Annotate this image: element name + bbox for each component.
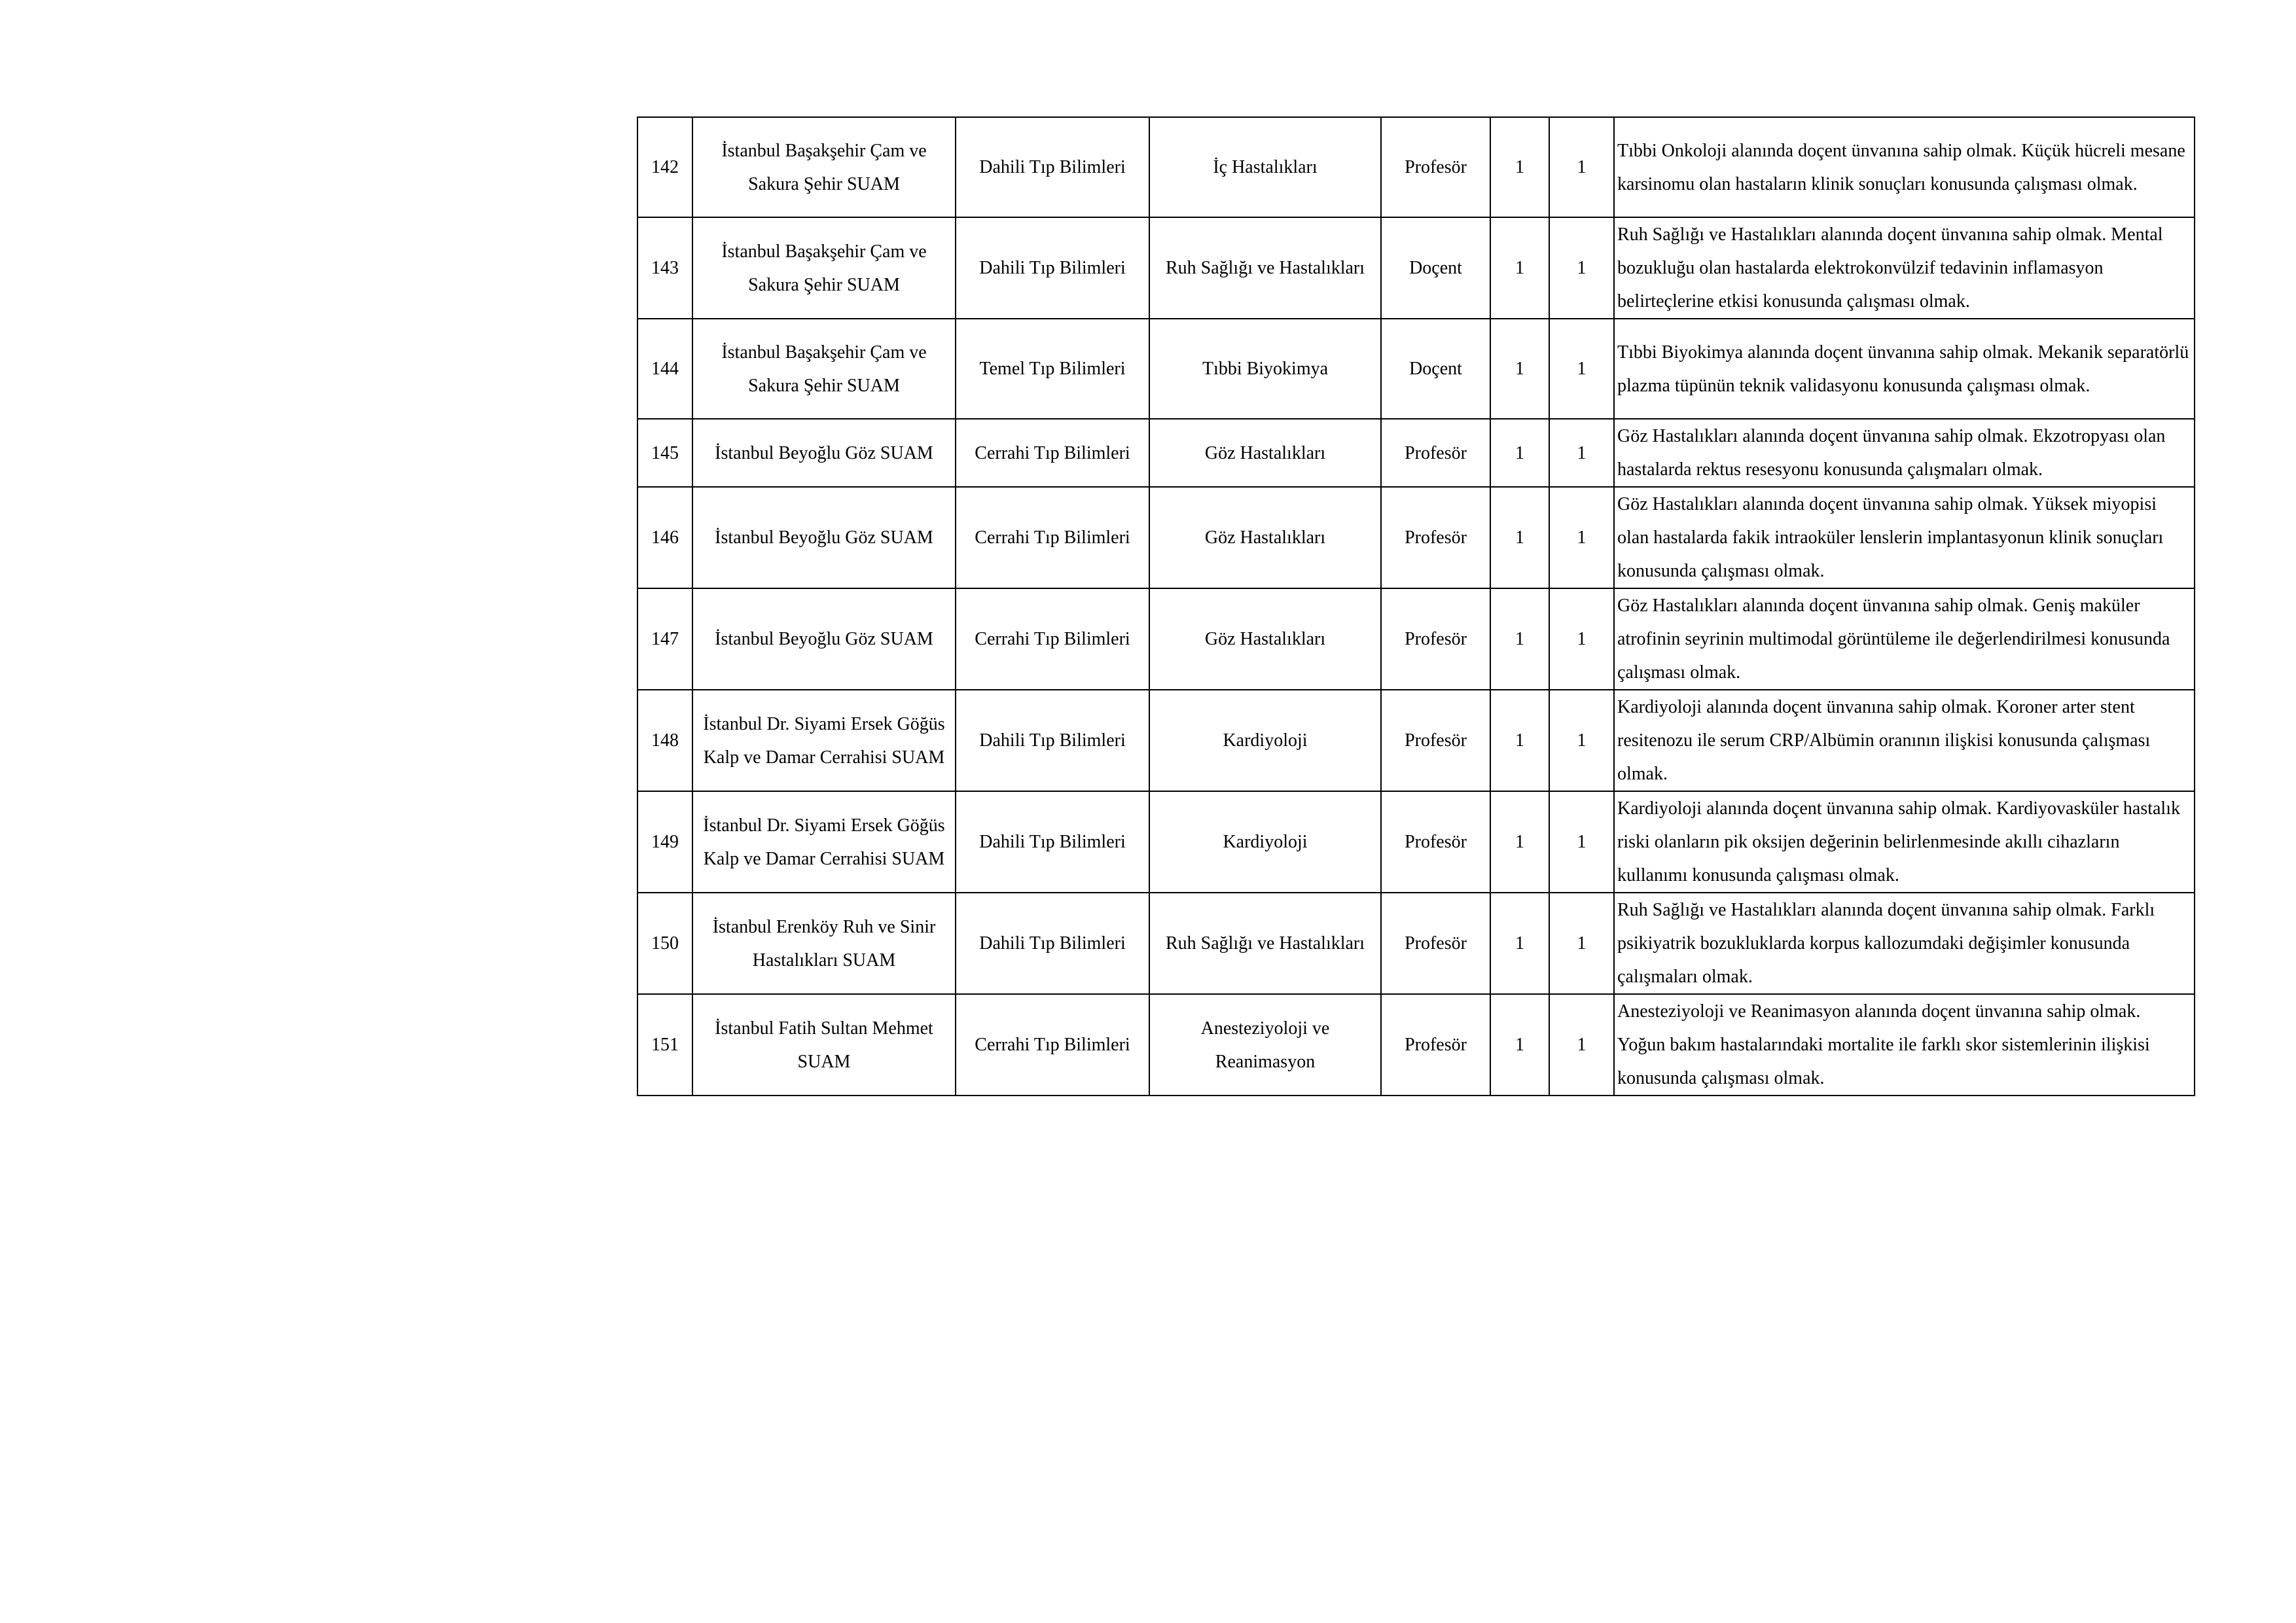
academic-title: Profesör	[1381, 588, 1490, 690]
count-b: 1	[1549, 217, 1614, 319]
count-a: 1	[1490, 588, 1549, 690]
count-a: 1	[1490, 791, 1549, 893]
table-row	[637, 117, 2195, 217]
science-group: Cerrahi Tıp Bilimleri	[956, 588, 1149, 690]
science-group: Temel Tıp Bilimleri	[956, 319, 1149, 419]
row-number: 148	[637, 690, 692, 791]
academic-title: Profesör	[1381, 690, 1490, 791]
count-b: 1	[1549, 117, 1614, 217]
requirement-text: Kardiyoloji alanında doçent ünvanına sahip olmak. Kardiyovasküler hastalık riski olanların pik oksijen değerinin belirlenmesinde akıllı cihazların kullanımı konusunda çalışması olmak.	[1614, 791, 2195, 893]
institution-name: İstanbul Erenköy Ruh ve Sinir Hastalıkları SUAM	[692, 893, 956, 994]
department-name: Göz Hastalıkları	[1149, 487, 1381, 588]
academic-title: Profesör	[1381, 419, 1490, 487]
requirement-text: Göz Hastalıkları alanında doçent ünvanına sahip olmak. Yüksek miyopisi olan hastalarda fakik intraoküler lenslerin implantasyonun klinik sonuçları konusunda çalışması olmak.	[1614, 487, 2195, 588]
requirement-text: Tıbbi Biyokimya alanında doçent ünvanına sahip olmak. Mekanik separatörlü plazma tüpünün teknik validasyonu konusunda çalışması olmak.	[1614, 319, 2195, 419]
count-a: 1	[1490, 487, 1549, 588]
row-number: 149	[637, 791, 692, 893]
count-b: 1	[1549, 487, 1614, 588]
department-name: Ruh Sağlığı ve Hastalıkları	[1149, 893, 1381, 994]
row-number: 143	[637, 217, 692, 319]
academic-title: Profesör	[1381, 893, 1490, 994]
department-name: Kardiyoloji	[1149, 791, 1381, 893]
row-number: 144	[637, 319, 692, 419]
row-number: 151	[637, 994, 692, 1096]
count-b: 1	[1549, 791, 1614, 893]
academic-title: Profesör	[1381, 487, 1490, 588]
department-name: Tıbbi Biyokimya	[1149, 319, 1381, 419]
row-number: 145	[637, 419, 692, 487]
requirement-text: Tıbbi Onkoloji alanında doçent ünvanına sahip olmak. Küçük hücreli mesane karsinomu olan hastaların klinik sonuçları konusunda çalışması olmak.	[1614, 117, 2195, 217]
table-row	[637, 791, 2195, 893]
academic-title: Profesör	[1381, 117, 1490, 217]
academic-title: Profesör	[1381, 994, 1490, 1096]
requirement-text: Göz Hastalıkları alanında doçent ünvanına sahip olmak. Geniş maküler atrofinin seyrinin multimodal görüntüleme ile değerlendirilmesi konusunda çalışması olmak.	[1614, 588, 2195, 690]
count-a: 1	[1490, 994, 1549, 1096]
table-row	[637, 487, 2195, 588]
academic-title: Doçent	[1381, 319, 1490, 419]
science-group: Dahili Tıp Bilimleri	[956, 893, 1149, 994]
requirement-text: Ruh Sağlığı ve Hastalıkları alanında doçent ünvanına sahip olmak. Farklı psikiyatrik bozukluklarda korpus kallozumdaki değişimler konusunda çalışmaları olmak.	[1614, 893, 2195, 994]
institution-name: İstanbul Fatih Sultan Mehmet SUAM	[692, 994, 956, 1096]
requirement-text: Göz Hastalıkları alanında doçent ünvanına sahip olmak. Ekzotropyası olan hastalarda rektus resesyonu konusunda çalışmaları olmak.	[1614, 419, 2195, 487]
academic-title: Doçent	[1381, 217, 1490, 319]
count-b: 1	[1549, 319, 1614, 419]
academic-title: Profesör	[1381, 791, 1490, 893]
count-a: 1	[1490, 117, 1549, 217]
table-row	[637, 893, 2195, 994]
requirement-text: Anesteziyoloji ve Reanimasyon alanında doçent ünvanına sahip olmak. Yoğun bakım hastalarındaki mortalite ile farklı skor sistemlerinin ilişkisi konusunda çalışması olmak.	[1614, 994, 2195, 1096]
science-group: Cerrahi Tıp Bilimleri	[956, 994, 1149, 1096]
count-b: 1	[1549, 588, 1614, 690]
count-a: 1	[1490, 690, 1549, 791]
row-number: 142	[637, 117, 692, 217]
table-row	[637, 994, 2195, 1096]
institution-name: İstanbul Dr. Siyami Ersek Göğüs Kalp ve Damar Cerrahisi SUAM	[692, 690, 956, 791]
count-b: 1	[1549, 690, 1614, 791]
science-group: Dahili Tıp Bilimleri	[956, 117, 1149, 217]
science-group: Cerrahi Tıp Bilimleri	[956, 487, 1149, 588]
table-row	[637, 319, 2195, 419]
science-group: Dahili Tıp Bilimleri	[956, 217, 1149, 319]
science-group: Dahili Tıp Bilimleri	[956, 791, 1149, 893]
count-a: 1	[1490, 217, 1549, 319]
requirement-text: Ruh Sağlığı ve Hastalıkları alanında doçent ünvanına sahip olmak. Mental bozukluğu olan hastalarda elektrokonvülzif tedavinin inflamasyon belirteçlerine etkisi konusunda çalışması olmak.	[1614, 217, 2195, 319]
row-number: 146	[637, 487, 692, 588]
institution-name: İstanbul Dr. Siyami Ersek Göğüs Kalp ve Damar Cerrahisi SUAM	[692, 791, 956, 893]
requirement-text: Kardiyoloji alanında doçent ünvanına sahip olmak. Koroner arter stent resitenozu ile serum CRP/Albümin oranının ilişkisi konusunda çalışması olmak.	[1614, 690, 2195, 791]
department-name: Göz Hastalıkları	[1149, 419, 1381, 487]
table-row	[637, 217, 2195, 319]
count-a: 1	[1490, 319, 1549, 419]
count-b: 1	[1549, 994, 1614, 1096]
institution-name: İstanbul Beyoğlu Göz SUAM	[692, 588, 956, 690]
table-row	[637, 588, 2195, 690]
count-b: 1	[1549, 419, 1614, 487]
department-name: Anesteziyoloji ve Reanimasyon	[1149, 994, 1381, 1096]
table-row	[637, 419, 2195, 487]
department-name: Kardiyoloji	[1149, 690, 1381, 791]
position-listing-table	[637, 116, 2195, 1096]
row-number: 147	[637, 588, 692, 690]
institution-name: İstanbul Başakşehir Çam ve Sakura Şehir SUAM	[692, 117, 956, 217]
department-name: İç Hastalıkları	[1149, 117, 1381, 217]
count-b: 1	[1549, 893, 1614, 994]
department-name: Göz Hastalıkları	[1149, 588, 1381, 690]
table-row	[637, 690, 2195, 791]
department-name: Ruh Sağlığı ve Hastalıkları	[1149, 217, 1381, 319]
count-a: 1	[1490, 419, 1549, 487]
institution-name: İstanbul Başakşehir Çam ve Sakura Şehir SUAM	[692, 319, 956, 419]
institution-name: İstanbul Başakşehir Çam ve Sakura Şehir SUAM	[692, 217, 956, 319]
institution-name: İstanbul Beyoğlu Göz SUAM	[692, 487, 956, 588]
count-a: 1	[1490, 893, 1549, 994]
institution-name: İstanbul Beyoğlu Göz SUAM	[692, 419, 956, 487]
science-group: Cerrahi Tıp Bilimleri	[956, 419, 1149, 487]
row-number: 150	[637, 893, 692, 994]
science-group: Dahili Tıp Bilimleri	[956, 690, 1149, 791]
